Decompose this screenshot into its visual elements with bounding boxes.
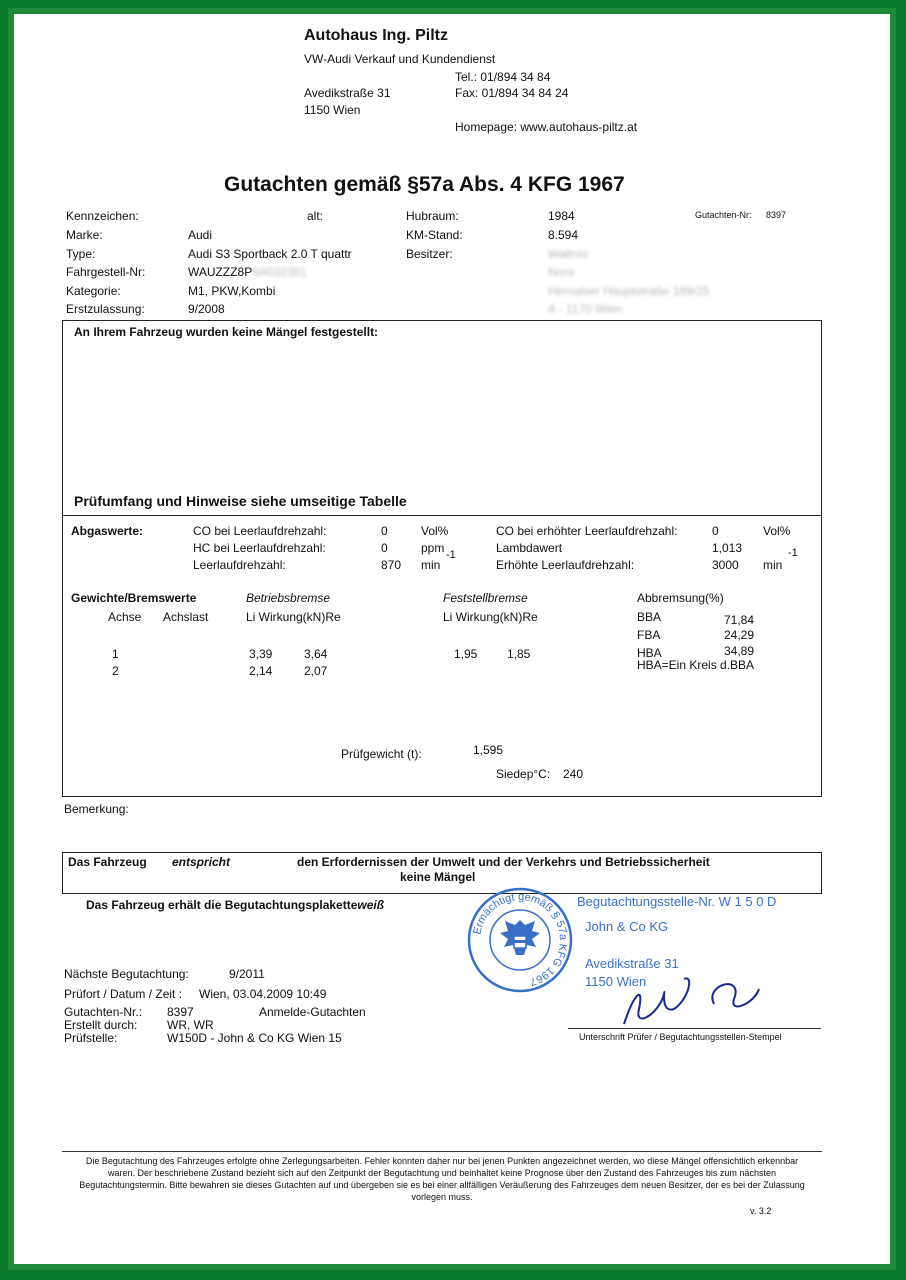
- fahrgestell-label: Fahrgestell-Nr:: [66, 265, 146, 279]
- achse-1-betriebs-li: 3,39: [249, 647, 273, 661]
- signature-icon: [604, 954, 774, 1034]
- bemerkung-label: Bemerkung:: [64, 802, 129, 816]
- hubraum-label: Hubraum:: [406, 209, 459, 223]
- leer-value: 870: [381, 558, 402, 572]
- besitzer-label: Besitzer:: [406, 247, 453, 261]
- besitzer-name: Wallner: [548, 247, 589, 261]
- achse-1-fest-re: 1,85: [507, 647, 531, 661]
- achse-1: 1: [112, 647, 119, 661]
- fba-label: FBA: [637, 628, 661, 642]
- plakette-farbe: weiß: [357, 898, 385, 912]
- anmelde-text: Anmelde-Gutachten: [259, 1005, 366, 1019]
- maengel-heading: An Ihrem Fahrzeug wurden keine Mängel festgestellt:: [74, 325, 379, 339]
- achslast-label: Achslast: [163, 610, 209, 624]
- co-leer-label: CO bei Leerlaufdrehzahl:: [193, 524, 327, 538]
- hc-leer-unit: ppm: [421, 541, 445, 555]
- company-tel: Tel.: 01/894 34 84: [455, 70, 551, 84]
- bba-label: BBA: [637, 610, 662, 624]
- gutachten-label: Gutachten-Nr.:: [64, 1005, 143, 1019]
- hc-leer-value: 0: [381, 541, 388, 555]
- siedep-value: 240: [563, 767, 584, 781]
- pruefstelle-label: Prüfstelle:: [64, 1031, 118, 1045]
- gutachten-nr-value: 8397: [766, 210, 787, 220]
- siedep-label: Siedep°C:: [496, 767, 551, 781]
- stamp-line3: Avedikstraße 31: [585, 956, 679, 971]
- erstzulassung-label: Erstzulassung:: [66, 302, 145, 316]
- pruefstelle-value: W150D - John & Co KG Wien 15: [167, 1031, 342, 1045]
- leer-unit: min: [421, 558, 441, 572]
- hc-leer-label: HC bei Leerlaufdrehzahl:: [193, 541, 326, 555]
- besitzer-vorname: Nora: [548, 265, 575, 279]
- betriebs-sub: Li Wirkung(kN)Re: [246, 610, 341, 624]
- disclaimer-text: Die Begutachtung des Fahrzeuges erfolgte ohne Zerlegungsarbeiten. Fehler konnten daher nur bei jenen Punkten angezeichnet werden, wo diese Mängel offensichtlich erkennbar waren. Der beschriebene Zustand bezieht sich auf den Zeitpunkt der Begutachtung und beinhaltet keine Prognose über den Zustand des Fahrzeuges bis zum nächsten Begutachtungstermin. Bitte bewahren sie dieses Gutachten auf und übergeben sie es bei einer allfälligen Veräußerung des Fahrzeuges dem neuen Besitzer, der es bei der Zulassung vorlegen muss.: [79, 1156, 805, 1202]
- pruefort-label: Prüfort / Datum / Zeit :: [64, 987, 183, 1001]
- achse-2-betriebs-re: 2,07: [304, 664, 328, 678]
- besitzer-ort: A - 1170 Wien: [548, 302, 623, 316]
- bremse-label: Gewichte/Bremswerte: [71, 591, 197, 605]
- achse-label: Achse: [108, 610, 142, 624]
- achse-1-betriebs-re: 3,64: [304, 647, 328, 661]
- stamp-line4: 1150 Wien: [585, 974, 647, 989]
- gutachten-value: 8397: [167, 1005, 194, 1019]
- ergebnis-entspricht: entspricht: [172, 855, 231, 869]
- marke-label: Marke:: [66, 228, 103, 242]
- company-fax: Fax: 01/894 34 84 24: [455, 86, 569, 100]
- erh-label: Erhöhte Leerlaufdrehzahl:: [496, 558, 635, 572]
- kategorie-label: Kategorie:: [66, 284, 121, 298]
- hc-exp: -1: [446, 549, 456, 561]
- hubraum-value: 1984: [548, 209, 575, 223]
- seal-stamp-icon: [466, 886, 574, 994]
- kennzeichen-label: Kennzeichen:: [66, 209, 139, 223]
- co-erh-value: 0: [712, 524, 719, 538]
- maengel-box: [62, 320, 822, 516]
- betriebs-label: Betriebsbremse: [246, 591, 331, 605]
- co-erh-label: CO bei erhöhter Leerlaufdrehzahl:: [496, 524, 678, 538]
- fahrgestell-value: WAUZZZ8P9A032381: [188, 265, 307, 279]
- erh-unit: min: [763, 558, 783, 572]
- erstellt-label: Erstellt durch:: [64, 1018, 138, 1032]
- km-label: KM-Stand:: [406, 228, 463, 242]
- version-label: v. 3.2: [750, 1206, 772, 1216]
- seal-ring-text: Ermächtigt gemäß § 57a KFG 1967: [471, 890, 570, 988]
- fest-label: Feststellbremse: [443, 591, 528, 605]
- company-homepage: Homepage: www.autohaus-piltz.at: [455, 120, 638, 134]
- pruefgewicht-value: 1,595: [473, 743, 504, 757]
- fest-sub: Li Wirkung(kN)Re: [443, 610, 538, 624]
- erstzulassung-value: 9/2008: [188, 302, 225, 316]
- signature-line: [568, 1028, 821, 1029]
- erh-value: 3000: [712, 558, 739, 572]
- unterschrift-label: Unterschrift Prüfer / Begutachtungsstellen-Stempel: [579, 1032, 782, 1042]
- messwerte-box: [62, 515, 822, 797]
- pruefgewicht-label: Prüfgewicht (t):: [341, 747, 422, 761]
- naechste-label: Nächste Begutachtung:: [64, 967, 189, 981]
- lambda-value: 1,013: [712, 541, 743, 555]
- leer-label: Leerlaufdrehzahl:: [193, 558, 286, 572]
- pruefumfang-text: Prüfumfang und Hinweise siehe umseitige Tabelle: [74, 493, 407, 509]
- company-name: Autohaus Ing. Piltz: [304, 27, 448, 44]
- hba-value: 34,89: [724, 644, 755, 658]
- company-city: 1150 Wien: [304, 103, 361, 117]
- hba-note: HBA=Ein Kreis d.BBA: [637, 658, 755, 672]
- co-leer-value: 0: [381, 524, 388, 538]
- achse-2-betriebs-li: 2,14: [249, 664, 273, 678]
- ergebnis-keine: keine Mängel: [400, 870, 476, 884]
- type-label: Type:: [66, 247, 96, 261]
- page-title: Gutachten gemäß §57a Abs. 4 KFG 1967: [224, 173, 625, 196]
- abbrems-label: Abbremsung(%): [637, 591, 724, 605]
- plakette-text: Das Fahrzeug erhält die Begutachtungsplaketteweiß: [86, 898, 385, 912]
- eagle-icon: [500, 920, 540, 955]
- lambda-label: Lambdawert: [496, 541, 563, 555]
- alt-label: alt:: [307, 209, 324, 223]
- co-erh-unit: Vol%: [763, 524, 791, 538]
- erh-exp: -1: [788, 547, 798, 559]
- erstellt-value: WR, WR: [167, 1018, 214, 1032]
- stamp-line1: Begutachtungsstelle-Nr. W 1 5 0 D: [577, 894, 777, 909]
- pruefort-value: Wien, 03.04.2009 10:49: [199, 987, 327, 1001]
- achse-1-fest-li: 1,95: [454, 647, 478, 661]
- type-value: Audi S3 Sportback 2.0 T quattr: [188, 247, 352, 261]
- document-page: [14, 14, 890, 1264]
- achse-2: 2: [112, 664, 119, 678]
- company-subtitle: VW-Audi Verkauf und Kundendienst: [304, 52, 496, 66]
- naechste-value: 9/2011: [229, 967, 265, 981]
- km-value: 8.594: [548, 228, 579, 242]
- disclaimer-line: [62, 1151, 822, 1152]
- marke-value: Audi: [188, 228, 213, 242]
- besitzer-strasse: Hernalser Hauptstraße 189/25: [548, 284, 710, 298]
- co-leer-unit: Vol%: [421, 524, 449, 538]
- ergebnis-fahrzeug: Das Fahrzeug: [68, 855, 147, 869]
- abgas-label: Abgaswerte:: [71, 524, 144, 538]
- stamp-line2: John & Co KG: [585, 919, 669, 934]
- hba-label: HBA: [637, 646, 662, 660]
- fba-value: 24,29: [724, 628, 755, 642]
- fahrgestell-hidden: 9A032381: [252, 265, 307, 279]
- gutachten-nr-label: Gutachten-Nr:: [695, 210, 752, 220]
- bba-value: 71,84: [724, 613, 755, 627]
- ergebnis-text: den Erfordernissen der Umwelt und der Verkehrs und Betriebssicherheit: [297, 855, 710, 869]
- kategorie-value: M1, PKW,Kombi: [188, 284, 276, 298]
- company-street: Avedikstraße 31: [304, 86, 391, 100]
